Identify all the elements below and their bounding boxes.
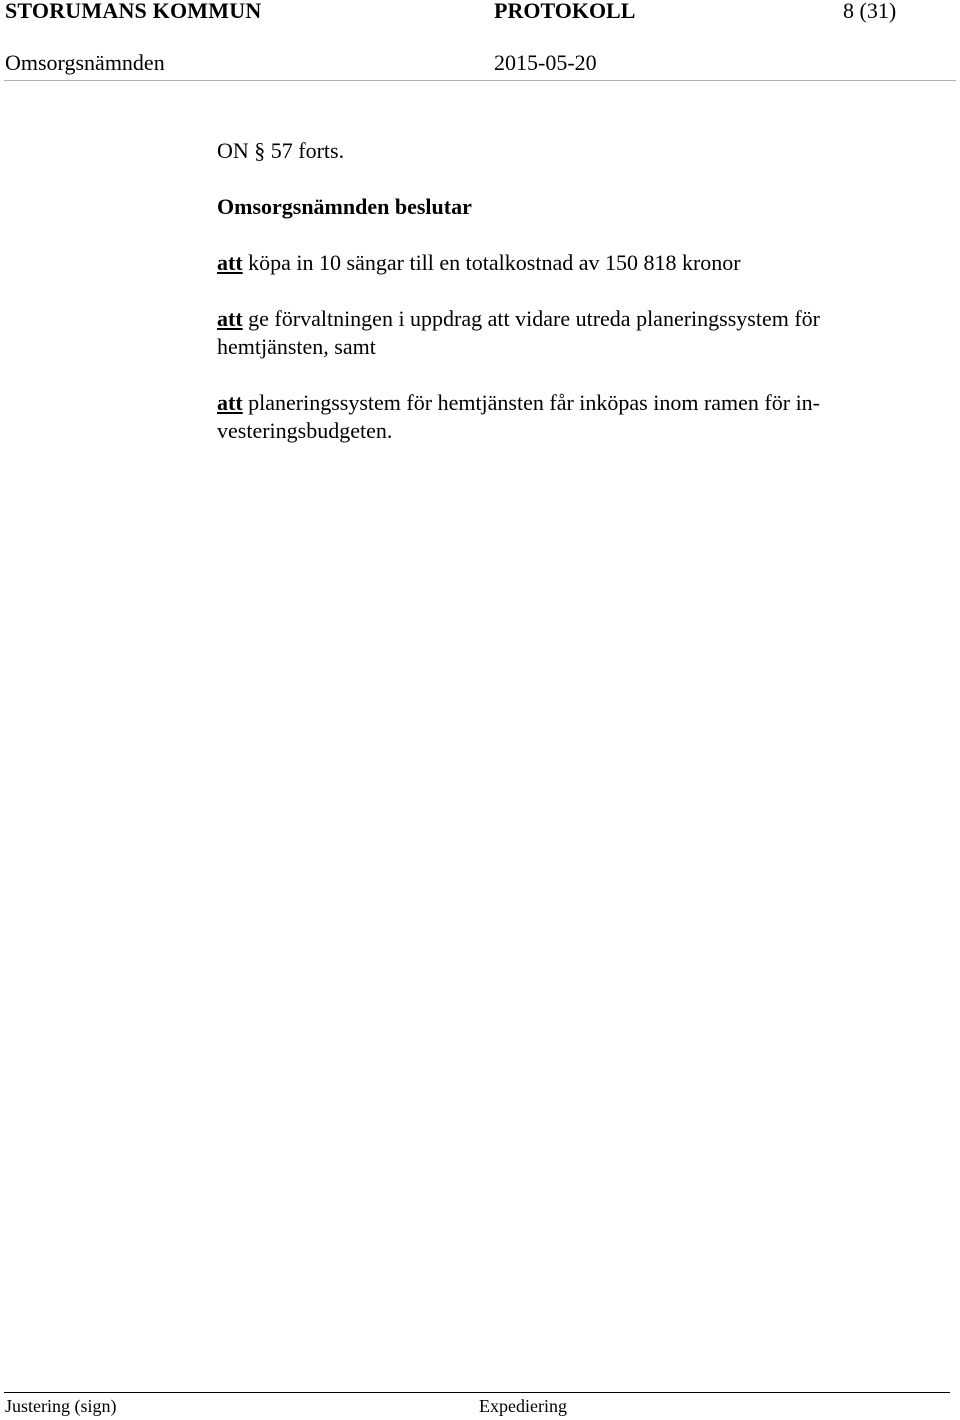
header-divider	[4, 80, 956, 81]
section-reference: ON § 57 forts.	[217, 138, 345, 163]
decision-item	[217, 389, 917, 445]
decision-heading: Omsorgsnämnden beslutar	[217, 194, 472, 219]
decision-text: planeringssystem för hemtjänsten får inköpas inom ramen för in- vesteringsbudgeten.	[217, 390, 821, 443]
header-top-row	[0, 0, 960, 26]
decision-text: köpa in 10 sängar till en totalkostnad av 150 818 kronor	[242, 250, 741, 275]
footer-divider	[4, 1392, 950, 1393]
document-body	[217, 137, 917, 473]
expediering-label: Expediering	[479, 1396, 567, 1416]
decision-item	[217, 249, 917, 277]
justering-label: Justering (sign)	[5, 1396, 117, 1416]
header-second-row	[0, 50, 960, 80]
decision-item	[217, 305, 917, 361]
document-type: PROTOKOLL	[494, 0, 636, 23]
decision-keyword: att	[217, 250, 243, 275]
decision-text: ge förvaltningen i uppdrag att vidare utreda planeringssystem för hemtjänsten, samt	[217, 306, 820, 359]
meeting-date: 2015-05-20	[494, 50, 597, 75]
organization-name: STORUMANS KOMMUN	[5, 0, 262, 23]
committee-name: Omsorgsnämnden	[5, 50, 165, 75]
decision-keyword: att	[217, 390, 243, 415]
page-number: 8 (31)	[843, 0, 897, 23]
decision-keyword: att	[217, 306, 243, 331]
